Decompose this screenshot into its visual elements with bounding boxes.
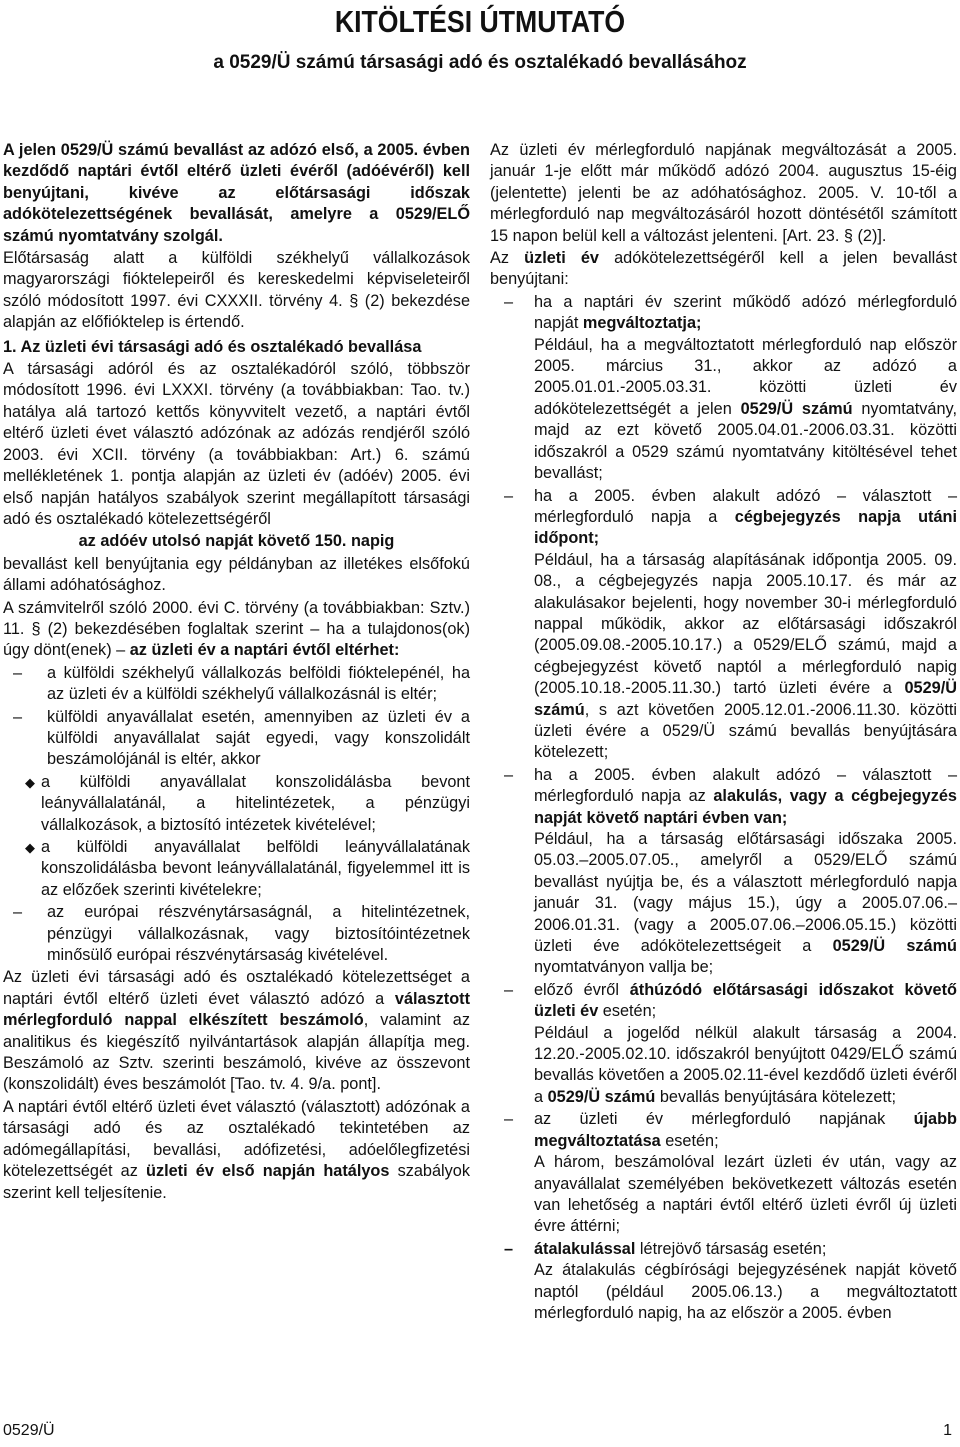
list-item: – az üzleti év mérlegforduló napjának újabb megváltoztatása esetén; A három, beszámolóval lezárt üzleti év után, vagy az anyavállalat személyében bekövetkezett változás esetén van lehetőség a naptári évtől eltérő üzleti évről új üzleti évre áttérni; — [490, 1109, 957, 1237]
left-column — [3, 140, 470, 1205]
list-item: – külföldi anyavállalat esetén, amennyiben az üzleti év a külföldi anyavállalat saját egyedi, vagy konszolidált beszámolójánál is eltér, akkor — [3, 707, 470, 771]
deadline-text: az adóév utolsó napját követő 150. napig — [78, 532, 395, 551]
accounting-paragraph: A számvitelről szóló 2000. évi C. törvény (a továbbiakban: Sztv.) 11. § (2) bekezdésében foglaltak szerint – ha a tulajdonos(ok) úgy dönt(enek) – az üzleti év a naptári évtől eltérhet: — [3, 598, 470, 660]
fiscal-year-paragraph: A naptári évtől eltérő üzleti évet választó (választott) adózónak a társasági adó és az osztalékadó tekintetében az adómegállapítási, bevallási, adófizetési, adóelőlegfizetési kötelezettségét az üzleti év első napján hatályos szabályok szerint kell teljesítenie. — [3, 1097, 470, 1202]
predecessor-paragraph: Előtársaság alatt a külföldi székhelyű vállalkozások magyarországi fióktelepeiről és kereskedelmi képviseleteiről szóló módosított 1997. évi CXXXII. törvény 4. § (2) bekezdése alapján az előfióktelep is értendő. — [3, 249, 470, 332]
list-item: – ha a 2005. évben alakult adózó – választott – mérlegforduló napja a cégbejegyzés napja utáni időpont; Például, ha a társaság alapításának időpontja 2005. 09. 08., a cégbejegyzés napja 2005.10.17. és már az alakulásakor bejelenti, hogy november 30-i mérlegforduló nappal működik, akkor az előtársasági időszakról (2005.09.08.-2005.10.17.) a 0529/ELŐ számú, majd a cégbejegyzést követő naptól a mérlegforduló napig (2005.10.18.-2005.11.30.) tartó üzleti évére a 0529/Ü számú, s azt követően 2005.12.01.-2006.11.30. közötti üzleti évére a 0529/Ü számú bevallás benyújtására kötelezett; — [490, 486, 957, 764]
page-number: 1 — [943, 1422, 952, 1439]
right-column — [490, 140, 957, 1325]
page-subtitle: a 0529/Ü számú társasági adó és osztalékadó bevallásához — [213, 52, 747, 73]
sub-list-item: ◆ a külföldi anyavállalat konszolidálásba bevont leányvállalatánál, a hitelintézetek, a pénzügyi vállalkozások, a biztosító intézetek kivételével; — [25, 772, 470, 834]
obligation-paragraph: Az üzleti évi társasági adó és osztalékadó kötelezettséget a naptári évtől eltérő üzleti évet választó adózó a választott mérlegforduló nappal elkészített beszámoló, valamint az analitikus és kiegészítő nyilvántartások alapján állapítja meg. Beszámoló az Sztv. szerinti beszámoló, kivéve az összevont (konszolidált) éves beszámolót [Tao. tv. 4. 9/a. pont]. — [3, 968, 470, 1094]
list-item: – átalakulással létrejövő társaság esetén; Az átalakulás cégbírósági bejegyzésének napját követő naptól (például 2005.06.13.) a megváltoztatott mérlegforduló napig, ha az először a 2005. évben — [490, 1239, 957, 1325]
section-heading: 1. Az üzleti évi társasági adó és osztalékadó bevallása — [3, 337, 422, 356]
scope-paragraph: Az üzleti év adókötelezettségéről kell a jelen bevallást benyújtani: — [490, 249, 957, 289]
diamond-bullet-icon: ◆ — [25, 840, 35, 855]
diamond-bullet-icon: ◆ — [25, 774, 35, 790]
page-title: KITÖLTÉSI ÚTMUTATÓ — [334, 4, 626, 39]
list-item: – ha a naptári év szerint működő adózó mérlegforduló napját megváltoztatja; Például, ha a megváltoztatott mérlegforduló nap először 2005. március 31., akkor az adózó a 2005.01.01.-2005.03.31. közötti üzleti év adókötelezettségét a jelen 0529/Ü számú nyomtatvány, majd az ezt követő 2005.04.01.-2006.03.31. közötti időszakról a 0529 számú nyomtatvány kitöltésével tehet bevallást; — [490, 292, 957, 485]
list-item: – a külföldi székhelyű vállalkozás belföldi fióktelepénél, ha az üzleti év a külföldi székhelyű vállalkozásnál is eltér; — [3, 663, 470, 706]
form-code: 0529/Ü — [3, 1422, 55, 1439]
list-item: – előző évről áthúzódó előtársasági időszakot követő üzleti év esetén; Például a jogelőd nélkül alakult társaság a 2004. 12.20.-2005.02.10. időszakról benyújtott 0429/ELŐ számú bevallás követően a 2005.02.11-ével kezdődő üzleti évéről a 0529/Ü számú bevallás benyújtására kötelezett; — [490, 980, 957, 1108]
balance-date-paragraph: Az üzleti év mérlegforduló napjának megváltozását a 2005. január 1-je előtt már működő adózó 2004. augusztus 15-éig (jelentette) jelenti be az adóhatósághoz. 2005. V. 10-től a mérlegforduló nap megváltozásáról hozott döntésétől számított 15 napon belül kell a változást jelenteni. [Art. 23. § (2)]. — [490, 141, 957, 245]
list-item: – az európai részvénytársaságnál, a hitelintézetnek, pénzügyi vállalkozásnak, vagy biztosítóintézetnek minősülő európai részvénytársaság kivételével. — [3, 902, 470, 966]
law-paragraph: A társasági adóról és az osztalékadóról szóló, többször módosított 1996. évi LXXXI. törvény (a továbbiakban: Tao. tv.) hatálya alá tartozó kettős könyvvitelt vezető, a naptári évtől eltérő üzleti évet választó adózónak az adózás rendjéről szóló 2003. évi XCII. törvény (a továbbiakban: Art.) 6. számú mellékletének 1. pontja alapján az üzleti év (adóév) 2005. évi első napján hatályos szabályok szerint megállapított társasági adó és osztalékadó kötelezettségéről — [3, 360, 470, 528]
submission-paragraph: bevallást kell benyújtania egy példányban az illetékes elsőfokú állami adóhatósághoz. — [3, 554, 470, 595]
intro-paragraph: A jelen 0529/Ü számú bevallást az adózó első, a 2005. évben kezdődő naptári évtől eltérő üzleti évéről (adóévéről) kell benyújtani, kivéve az előtársasági időszak adókötelezettségének bevallását, amelyre a 0529/ELŐ számú nyomtatvány szolgál. — [3, 141, 470, 245]
sub-list-item: ◆ a külföldi anyavállalat belföldi leányvállalatának konszolidálásba bevont leányvállalatánál, figyelemmel itt is az előzőek szerinti kivételekre; — [25, 838, 470, 899]
list-item: – ha a 2005. évben alakult adózó – választott – mérlegforduló napja az alakulás, vagy a cégbejegyzés napját követő naptári évben van; Például, ha a társaság előtársasági időszaka 2005. 05.03.–2005.07.05., amelyről a 0529/ELŐ számú bevallást nyújtja be, és a választott mérlegforduló napja január 31. (vagy május 15.), úgy a 2005.07.06.–2006.01.31. (vagy a 2005.07.06.–2006.05.15.) közötti üzleti éve adókötelezettségeit a 0529/Ü számú nyomtatványon vallja be; — [490, 765, 957, 979]
